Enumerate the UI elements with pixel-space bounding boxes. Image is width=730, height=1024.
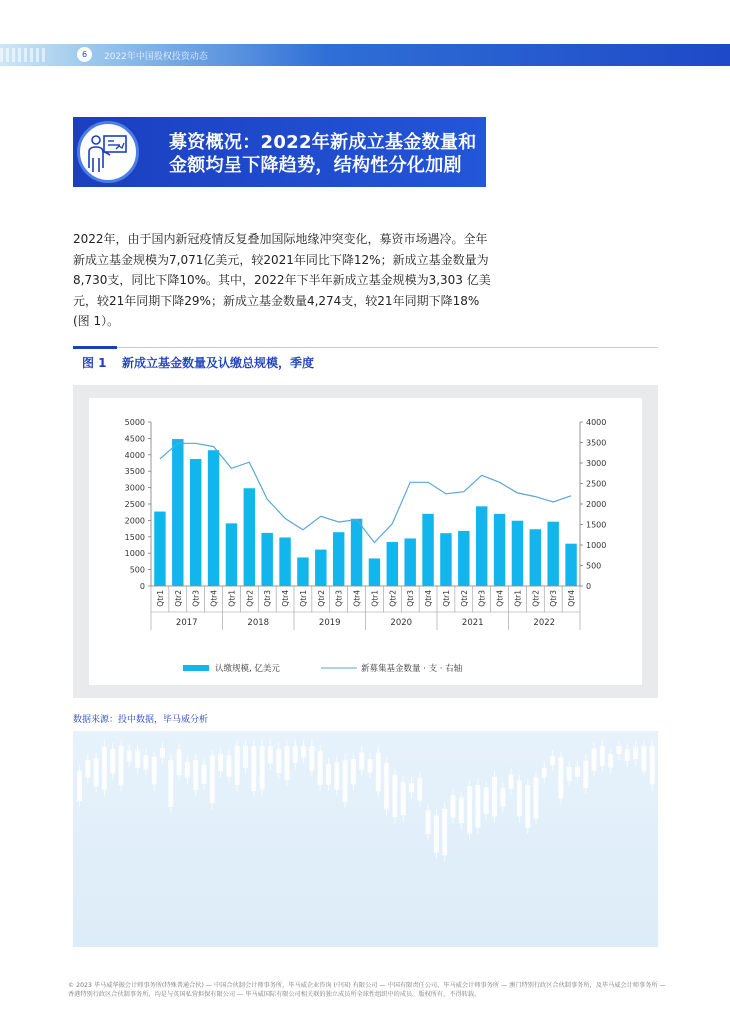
x-tick-label: Qtr1 [155,590,165,607]
right-axis-tick-label: 4000 [586,418,607,427]
candle-body [251,746,256,791]
body-paragraph: 2022年，由于国内新冠疫情反复叠加国际地缘冲突变化，募资市场遇冷。全年新成立基金规模为7,071亿美元，较2021年同比下降12%；新成立基金数量为8,730支，同比下降10%。其中，2022年下半年新成立基金规模为3,303 亿美元，较21年同期下降29%；新成立基金数量4,274支，较21年同期下降18%(图 1）。 [73,232,491,328]
bar [172,439,183,586]
candle-body [168,760,173,807]
candle-body [426,810,431,834]
combo-chart [89,398,642,685]
x-tick-label: Qtr3 [477,590,487,607]
x-tick-label: Qtr3 [191,590,201,607]
candle-body [135,750,140,767]
candle-body [517,780,522,816]
right-axis-tick-label: 3500 [586,438,607,448]
left-axis-tick-label: 3500 [124,467,145,477]
right-axis-tick-label: 2000 [586,500,607,509]
x-tick-label: Qtr3 [549,590,559,607]
source-note: 数据来源：投中数据，毕马威分析 [73,715,209,725]
section-title: 募资概况：2022年新成立基金数量和金额均呈下降趋势，结构性分化加剧 [169,132,477,176]
legend-bar-swatch [183,665,209,671]
legend-bar-label: 认缴规模, 亿美元 [215,664,280,674]
x-tick-label: Qtr1 [513,590,523,607]
x-tick-label: Qtr1 [441,590,451,607]
year-group-label: 2019 [318,618,341,628]
candle-body [368,759,373,772]
candle-body [152,757,157,784]
candle-body [575,767,580,777]
candle-body [326,764,331,785]
candle-body [459,798,464,824]
year-group-label: 2020 [390,618,413,628]
candle-body [550,756,555,765]
bar [261,533,272,586]
bar [494,514,505,586]
left-axis-tick-label: 3000 [124,483,145,493]
bar [279,537,290,586]
candle-body [409,783,414,792]
candle-body [451,795,456,817]
candle-body [442,809,447,855]
footer-copyright: © 2023 毕马威华振会计师事务所(特殊普通合伙) — 中国合伙制会计师事务所，毕马威企业咨询 (中国) 有限公司 — 中国有限责任公司，毕马威会计师事务所 — 澳门特别行政区合伙制事务所，及毕马威会计师事务所 — 香港特别行政区合伙制事务所，均是与英国私营担保有限公司 — 毕马威国际有限公司相关联的独立成员所全球性组织中的成员。版权所有，不得转载。 [68,982,666,998]
candle-body [143,755,148,769]
candle-body [160,748,165,758]
candle-body [268,746,273,763]
left-axis-tick-label: 4000 [124,450,145,460]
candle-body [309,746,314,770]
candle-body [376,753,381,792]
candle-body [434,815,439,852]
bar [440,533,451,586]
year-group-label: 2021 [461,618,484,628]
candle-body [617,746,622,754]
candle-body [608,754,613,767]
x-tick-label: Qtr4 [495,590,505,607]
candle-body [384,763,389,810]
bar [351,519,362,586]
bar [190,459,201,586]
candle-body [210,756,215,803]
candlestick-background-image [73,731,658,947]
right-axis-tick-label: 1000 [586,541,607,550]
x-tick-label: Qtr4 [281,590,291,607]
right-axis-tick-label: 2500 [586,479,607,489]
candle-body [534,777,539,818]
x-tick-label: Qtr2 [316,590,326,607]
x-tick-label: Qtr2 [245,590,255,607]
year-group-label: 2017 [175,618,198,628]
bar [208,450,219,586]
bar [333,532,344,586]
candle-body [185,762,190,778]
candle-body [301,746,306,758]
candle-body [467,786,472,834]
figure-title: 新成立基金数量及认缴总规模，季度 [122,356,315,370]
left-axis-tick-label: 500 [129,565,145,575]
bar [369,558,380,586]
left-axis-tick-label: 1000 [124,549,145,559]
candle-body [633,747,638,759]
x-tick-label: Qtr4 [209,590,219,607]
bar [387,542,398,586]
candle-body [583,761,588,789]
left-axis-tick-label: 2500 [124,500,145,509]
x-tick-label: Qtr3 [334,590,344,607]
candle-body [276,749,281,773]
candle-body [127,750,132,761]
candle-body [85,760,90,778]
header-decoration [0,48,48,62]
candle-body [119,746,124,785]
bar [297,557,308,586]
bar [244,488,255,586]
left-axis-tick-label: 4500 [124,434,145,444]
candle-body [525,785,530,828]
header-band [0,44,730,66]
x-tick-label: Qtr2 [531,590,541,607]
year-group-label: 2018 [247,618,270,628]
candle-body [484,787,489,814]
header-title: 2022年中国股权投资动态 [104,52,208,62]
candle-body [592,748,597,770]
candle-body [202,765,207,784]
presenter-board-icon [77,121,139,183]
chart-panel [89,398,642,685]
candle-body [193,760,198,790]
x-tick-label: Qtr2 [388,590,398,607]
bar [154,512,165,586]
page-number-badge: 6 [77,47,92,62]
candle-body [509,775,514,789]
candle-body [343,760,348,802]
candle-body [625,749,630,760]
x-tick-label: Qtr1 [227,590,237,607]
candle-body [334,762,339,790]
candle-body [218,754,223,771]
candle-body [102,747,107,790]
left-axis-tick-label: 0 [139,582,145,591]
figure-divider [73,347,658,348]
candle-body [260,746,265,789]
candle-body [77,771,82,801]
candle-body [359,752,364,769]
x-tick-label: Qtr4 [424,590,434,607]
right-axis-tick-label: 1500 [586,520,607,530]
figure-divider-accent [73,346,117,349]
figure-label: 图 1 [82,356,107,370]
left-axis-tick-label: 5000 [124,418,145,427]
candle-body [392,775,397,817]
x-tick-label: Qtr2 [459,590,469,607]
x-tick-label: Qtr3 [406,590,416,607]
candle-body [177,749,182,775]
x-tick-label: Qtr4 [352,590,362,607]
year-group-label: 2022 [533,618,556,628]
chart-frame [73,385,658,698]
left-axis-tick-label: 2000 [124,516,145,526]
candle-body [567,767,572,781]
candle-body [475,785,480,828]
candle-body [226,755,231,776]
bar [530,529,541,586]
x-tick-label: Qtr3 [263,590,273,607]
right-axis-tick-label: 0 [586,582,592,591]
candle-body [285,746,290,780]
candle-body [600,746,605,766]
bar [512,521,523,586]
bar [226,523,237,586]
candle-body [500,788,505,807]
series-line [160,443,571,542]
candle-body [293,746,298,763]
candle-body [110,749,115,773]
bar [404,538,415,586]
x-tick-label: Qtr1 [298,590,308,607]
candle-body [641,746,646,771]
x-tick-label: Qtr2 [173,590,183,607]
candle-body [318,751,323,785]
candle-body [650,746,655,784]
bar [458,531,469,586]
bar [476,506,487,586]
candle-body [558,757,563,798]
candle-body [94,758,99,786]
left-axis-tick-label: 1500 [124,532,145,542]
x-tick-label: Qtr4 [567,590,577,607]
candle-body [417,778,422,800]
bar [547,522,558,586]
bar [565,544,576,586]
candle-body [492,777,497,817]
candle-body [243,746,248,768]
candle-body [401,782,406,816]
candle-body [235,746,240,785]
section-banner [73,117,486,187]
x-tick-label: Qtr1 [370,590,380,607]
candle-body [542,768,547,777]
right-axis-tick-label: 3000 [586,459,607,468]
right-axis-tick-label: 500 [586,561,602,571]
candle-body [351,759,356,785]
legend-line-label: 新募集基金数量 · 支 · 右轴 [361,664,463,674]
bar [422,514,433,586]
bar [315,550,326,586]
